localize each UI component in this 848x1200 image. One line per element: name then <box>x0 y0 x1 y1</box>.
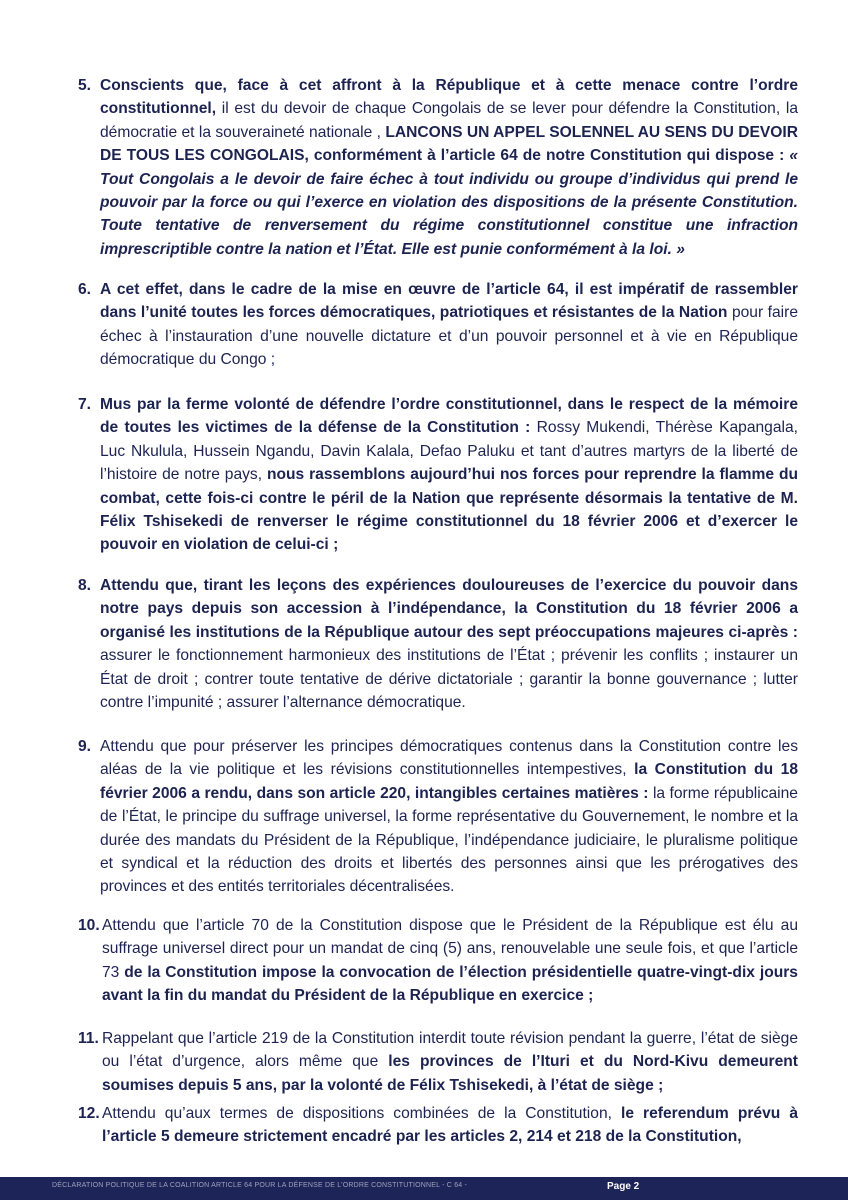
paragraph-item-5 <box>78 74 798 261</box>
paragraph-item-11 <box>78 1027 798 1097</box>
paragraph-item-6 <box>78 278 798 372</box>
paragraph-segment: « Tout Congolais a le devoir de faire échec à tout individu ou groupe d’individus qui prend le pouvoir par la force ou qui l’exerce en violation des dispositions de la présente Constitution. Toute tentative de renversement du régime constitutionnel constitue une infraction imprescriptible contre la nation et l’État. Elle est punie conformément à la loi. » <box>100 147 798 258</box>
paragraph-segment: le referendum prévu à l’article 5 demeure strictement encadré par les articles 2, 214 et 218 de la Constitution, <box>102 1105 798 1146</box>
paragraph-segment: il est du devoir de chaque Congolais de se lever pour défendre la Constitution, la démocratie et la souveraineté nationale , <box>100 100 798 141</box>
paragraph-number: 7. <box>78 396 92 413</box>
paragraph-text <box>100 393 798 557</box>
paragraph-text <box>100 74 798 261</box>
paragraph-number: 6. <box>78 281 92 298</box>
paragraph-text <box>100 574 798 714</box>
paragraph-text <box>102 914 798 1008</box>
paragraph-segment: Attendu que l’article 70 de la Constitution dispose que le Président de la République est élu au suffrage universel direct pour un mandat de cinq (5) ans, renouvelable une seule fois, et que l’article 73 <box>102 917 798 981</box>
paragraph-number: 11. <box>78 1030 99 1047</box>
paragraph-segment: la forme républicaine de l’État, le principe du suffrage universel, la forme représentative du Gouvernement, le nombre et la durée des mandats du Président de la République, l’indépendance judiciaire, le pluralisme politique et syndical et la réduction des droits et libertés des personnes ainsi que les prérogatives des provinces et des entités territoriales décentralisées. <box>100 784 798 896</box>
paragraph-segment: de la Constitution impose la convocation de l’élection présidentielle quatre-vingt-dix jours avant la fin du mandat du Président de la République en exercice ; <box>102 963 798 1005</box>
paragraph-segment: nous rassemblons aujourd’hui nos forces pour reprendre la flamme du combat, cette fois-ci contre le péril de la Nation que représente désormais la tentative de M. Félix Tshisekedi de renverser le régime constitutionnel du 18 février 2006 et d’exercer le pouvoir en violation de celui-ci ; <box>100 466 798 554</box>
paragraph-segment: Rappelant que l’article 219 de la Constitution interdit toute révision pendant la guerre, l’état de siège ou l’état d’urgence, alors même que <box>102 1030 798 1071</box>
paragraph-number: 5. <box>78 77 92 94</box>
paragraph-segment: Attendu qu’aux termes de dispositions combinées de la Constitution, <box>102 1105 621 1122</box>
paragraph-segment: Attendu que, tirant les leçons des expériences douloureuses de l’exercice du pouvoir dans notre pays depuis son accession à l’indépendance, la Constitution du 18 février 2006 a organisé les institutions de la République autour des sept préoccupations majeures ci-après : <box>100 577 798 641</box>
paragraph-number: 12. <box>78 1105 100 1122</box>
page-number: Page 2 <box>607 1181 640 1192</box>
paragraph-number: 8. <box>78 577 92 594</box>
paragraph-segment: Mus par la ferme volonté de défendre l’ordre constitutionnel, dans le respect de la mémoire de toutes les victimes de la défense de la Constitution : <box>100 396 798 437</box>
paragraph-item-8 <box>78 574 798 714</box>
paragraph-item-7 <box>78 393 798 557</box>
paragraph-segment: Rossy Mukendi, Thérèse Kapangala, Luc Nkulula, Hussein Ngandu, Davin Kalala, Defao Paluku et tant d’autres martyrs de la liberté de l’histoire de notre pays, <box>100 419 798 484</box>
paragraph-item-10 <box>78 914 798 1008</box>
paragraph-segment: A cet effet, dans le cadre de la mise en œuvre de l’article 64, il est impératif de rassembler dans l’unité toutes les forces démocratiques, patriotiques et résistantes de la Nation <box>100 281 798 322</box>
paragraph-item-12 <box>78 1102 798 1149</box>
paragraph-segment: assurer le fonctionnement harmonieux des institutions de l’État ; prévenir les conflits ; instaurer un État de droit ; contrer toute tentative de dérive dictatoriale ; garantir la bonne gouvernance ; lutter contre l’impunité ; assurer l’alternance démocratique. <box>100 647 798 712</box>
paragraph-number: 10. <box>78 917 100 934</box>
paragraph-text <box>102 1027 798 1097</box>
paragraph-text <box>100 735 798 899</box>
paragraph-segment: pour faire échec à l’instauration d’une nouvelle dictature et d’un pouvoir personnel et à vie en République démocratique du Congo ; <box>100 304 798 369</box>
paragraph-number: 9. <box>78 738 92 755</box>
paragraph-segment: Conscients que, face à cet affront à la République et à cette menace contre l’ordre constitutionnel, <box>100 77 798 118</box>
paragraph-item-9 <box>78 735 798 899</box>
paragraph-segment: Attendu que pour préserver les principes démocratiques contenus dans la Constitution contre les aléas de la vie politique et les révisions constitutionnelles intempestives, <box>100 738 798 779</box>
paragraph-segment: LANCONS UN APPEL SOLENNEL AU SENS DU DEVOIR DE TOUS LES CONGOLAIS, conformément à l’article 64 de notre Constitution qui dispose : <box>100 123 798 165</box>
paragraph-segment: les provinces de l’Ituri et du Nord-Kivu demeurent soumises depuis 5 ans, par la volonté de Félix Tshisekedi, à l’état de siège ; <box>102 1053 798 1094</box>
page-footer <box>0 1177 848 1200</box>
paragraph-segment: la Constitution du 18 février 2006 a rendu, dans son article 220, intangibles certaines matières : <box>100 761 799 802</box>
paragraph-text <box>102 1102 798 1149</box>
paragraph-text <box>100 278 798 372</box>
footer-title: DÉCLARATION POLITIQUE DE LA COALITION ARTICLE 64 POUR LA DÉFENSE DE L’ORDRE CONSTITUTIONNEL - C 64 - <box>52 1182 468 1189</box>
